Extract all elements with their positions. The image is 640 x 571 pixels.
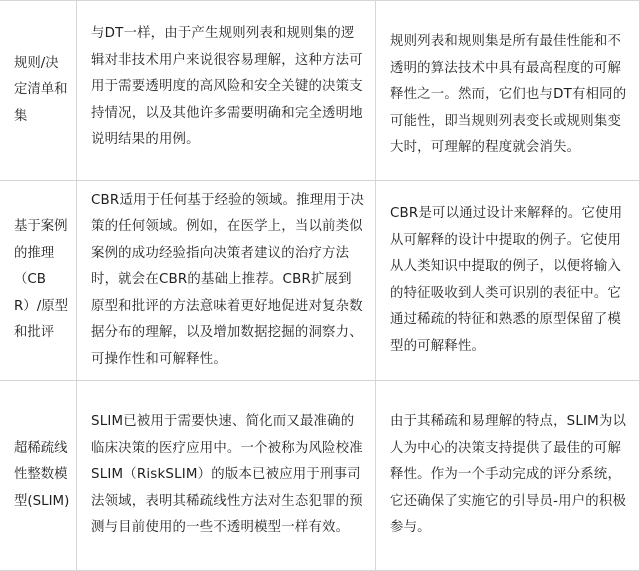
method-description: 与DT一样，由于产生规则列表和规则集的逻辑对非技术用户来说很容易理解，这种方法可用于需要透明度的高风险和安全关键的决策支持情况，以及其他许多需要明确和完全透明地说明结果的用例。 bbox=[91, 26, 363, 148]
method-interpretability: 规则列表和规则集是所有最佳性能和不透明的算法技术中具有最高程度的可解释性之一。然而，它们也与DT有相同的可能性，即当规则列表变长或规则集变大时，可理解的程度就会消失。 bbox=[390, 34, 627, 156]
method-description: SLIM已被用于需要快速、简化而又最准确的临床决策的医疗应用中。一个被称为风险校准SLIM（RiskSLIM）的版本已被应用于刑事司法领域，表明其稀疏线性方法对生态犯罪的预测与目前使用的一些不透明模型一样有效。 bbox=[91, 414, 363, 536]
method-interpretability: 由于其稀疏和易理解的特点，SLIM为以人为中心的决策支持提供了最佳的可解释性。作为一个手动完成的评分系统，它还确保了实施它的引导员-用户的积极参与。 bbox=[390, 414, 627, 536]
description-cell bbox=[77, 1, 376, 181]
interpretability-cell bbox=[376, 381, 640, 571]
method-name: 基于案例的推理（CBR）/原型和批评 bbox=[14, 219, 68, 341]
description-cell bbox=[77, 181, 376, 381]
interpretability-cell bbox=[376, 181, 640, 381]
method-name-cell bbox=[0, 1, 77, 181]
description-cell bbox=[77, 381, 376, 571]
table-row bbox=[0, 381, 640, 571]
method-name-cell bbox=[0, 181, 77, 381]
interpretability-cell bbox=[376, 1, 640, 181]
method-name: 规则/决定清单和集 bbox=[14, 55, 68, 124]
table-row bbox=[0, 181, 640, 381]
method-description: CBR适用于任何基于经验的领域。推理用于决策的任何领域。例如，在医学上，当以前类似案例的成功经验指向决策者建议的治疗方法时，就会在CBR的基础上推荐。CBR扩展到原型和批评的方法意味着更好地促进对复杂数据分布的理解，以及增加数据挖掘的洞察力、可操作性和可解释性。 bbox=[91, 192, 365, 367]
method-interpretability: CBR是可以通过设计来解释的。它使用从可解释的设计中提取的例子。它使用从人类知识中提取的例子，以便将输入的特征吸收到人类可识别的表征中。它通过稀疏的特征和熟悉的原型保留了模型的可解释性。 bbox=[390, 206, 623, 354]
method-name-cell bbox=[0, 381, 77, 571]
method-name: 超稀疏线性整数模型(SLIM) bbox=[14, 440, 70, 509]
table-row bbox=[0, 1, 640, 181]
